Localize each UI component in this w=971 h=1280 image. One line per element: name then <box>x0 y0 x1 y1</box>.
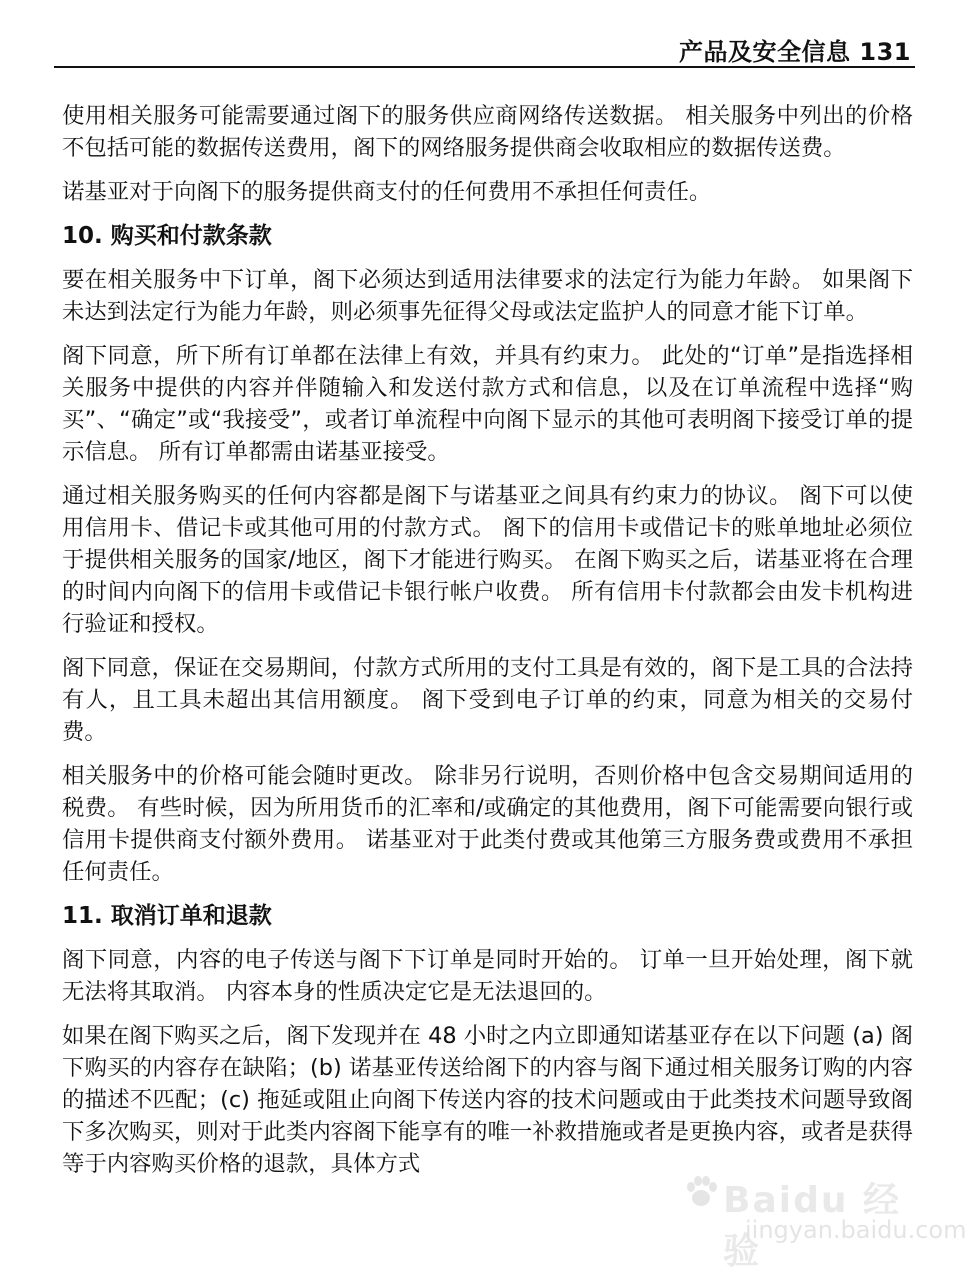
document-body <box>62 100 913 1192</box>
watermark <box>683 1170 967 1272</box>
paragraph: 要在相关服务中下订单，阁下必须达到适用法律要求的法定行为能力年龄。 如果阁下未达到法定行为能力年龄，则必须事先征得父母或法定监护人的同意才能下订单。 <box>62 267 913 325</box>
header-title: 产品及安全信息 131 <box>679 38 911 66</box>
section-heading: 10. 购买和付款条款 <box>62 223 272 249</box>
page-header <box>54 30 915 68</box>
watermark-brand: Baidu 经验 <box>723 1180 902 1272</box>
paragraph: 阁下同意，所下所有订单都在法律上有效，并具有约束力。 此处的“订单”是指选择相关服务中提供的内容并伴随输入和发送付款方式和信息，以及在订单流程中选择“购买”、“确定”或“我接受”，或者订单流程中向阁下显示的其他可表明阁下接受订单的提示信息。 所有订单都需由诺基亚接受。 <box>62 343 913 465</box>
paragraph: 通过相关服务购买的任何内容都是阁下与诺基亚之间具有约束力的协议。 阁下可以使用信用卡、借记卡或其他可用的付款方式。 阁下的信用卡或借记卡的账单地址必须位于提供相关服务的国家/地区，阁下才能进行购买。 在阁下购买之后，诺基亚将在合理的时间内向阁下的信用卡或借记卡银行帐户收费。 所有信用卡付款都会由发卡机构进行验证和授权。 <box>62 483 913 637</box>
paragraph: 阁下同意，内容的电子传送与阁下下订单是同时开始的。 订单一旦开始处理，阁下就无法将其取消。 内容本身的性质决定它是无法退回的。 <box>62 947 913 1005</box>
paragraph: 如果在阁下购买之后，阁下发现并在 48 小时之内立即通知诺基亚存在以下问题 (a) 阁下购买的内容存在缺陷；(b) 诺基亚传送给阁下的内容与阁下通过相关服务订购的内容的描述不匹配；(c) 拖延或阻止向阁下传送内容的技术问题或由于此类技术问题导致阁下多次购买，则对于此类内容阁下能享有的唯一补救措施或者是更换内容，或者是获得等于内容购买价格的退款，具体方式 <box>62 1023 913 1177</box>
section-heading: 11. 取消订单和退款 <box>62 903 272 929</box>
watermark-url: jingyan.baidu.com <box>745 1216 967 1244</box>
paragraph: 相关服务中的价格可能会随时更改。 除非另行说明，否则价格中包含交易期间适用的税费。 有些时候，因为所用货币的汇率和/或确定的其他费用，阁下可能需要向银行或信用卡提供商支付额外费用。 诺基亚对于此类付费或其他第三方服务费或费用不承担任何责任。 <box>62 763 913 885</box>
paw-icon <box>683 1174 719 1210</box>
paragraph: 诺基亚对于向阁下的服务提供商支付的任何费用不承担任何责任。 <box>62 179 712 205</box>
paragraph: 阁下同意，保证在交易期间，付款方式所用的支付工具是有效的，阁下是工具的合法持有人，且工具未超出其信用额度。 阁下受到电子订单的约束，同意为相关的交易付费。 <box>62 655 913 745</box>
paragraph: 使用相关服务可能需要通过阁下的服务供应商网络传送数据。 相关服务中列出的价格不包括可能的数据传送费用，阁下的网络服务提供商会收取相应的数据传送费。 <box>62 103 913 161</box>
